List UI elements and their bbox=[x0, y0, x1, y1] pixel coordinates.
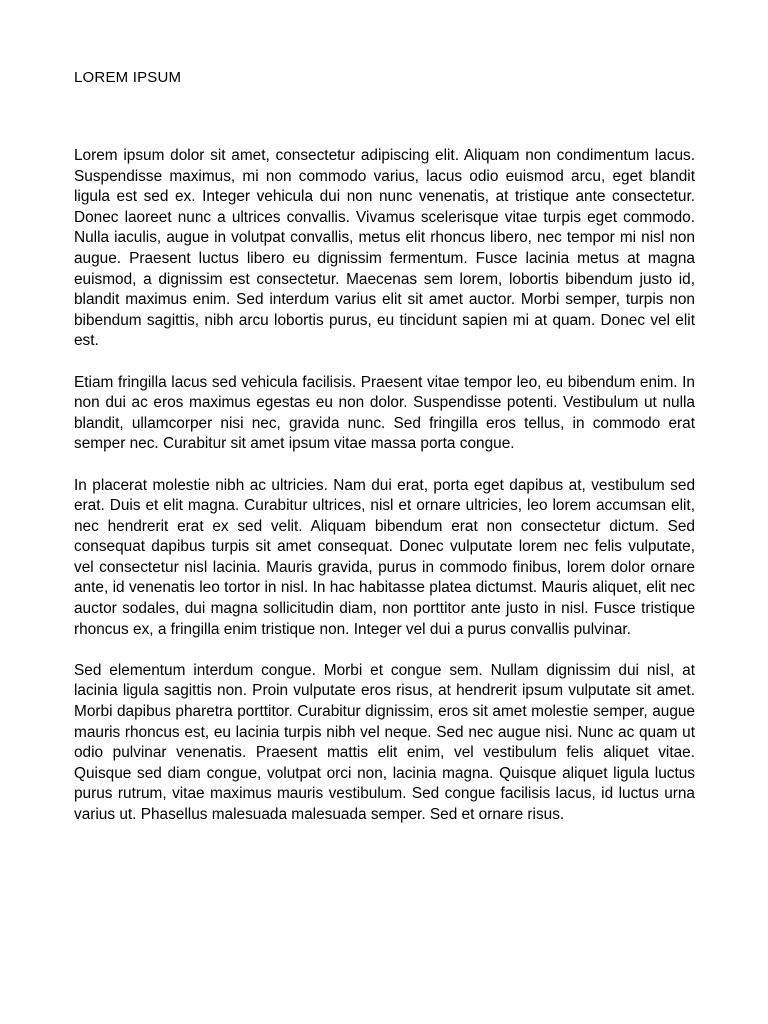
paragraph-4: Sed elementum interdum congue. Morbi et congue sem. Nullam dignissim dui nisl, at lacinia ligula sagittis non. Proin vulputate eros risus, at hendrerit ipsum vulputate sit amet. Morbi dapibus pharetra porttitor. Curabitur dignissim, eros sit amet molestie semper, augue mauris rhoncus est, eu lacinia turpis nibh vel neque. Sed nec augue nisi. Nunc ac quam ut odio pulvinar venenatis. Praesent mattis elit enim, vel vestibulum felis aliquet vitae. Quisque sed diam congue, volutpat orci non, lacinia magna. Quisque aliquet ligula luctus purus rutrum, vitae maximus mauris vestibulum. Sed congue facilisis lacus, id luctus urna varius ut. Phasellus malesuada malesuada semper. Sed et ornare risus. bbox=[74, 661, 695, 823]
paragraph-2: Etiam fringilla lacus sed vehicula facilisis. Praesent vitae tempor leo, eu bibendum enim. In non dui ac eros maximus egestas eu non dolor. Suspendisse potenti. Vestibulum ut nulla blandit, ullamcorper nisi nec, gravida nunc. Sed fringilla eros tellus, in commodo erat semper nec. Curabitur sit amet ipsum vitae massa porta congue. bbox=[74, 373, 695, 453]
document-body bbox=[74, 146, 695, 846]
paragraph-3: In placerat molestie nibh ac ultricies. Nam dui erat, porta eget dapibus at, vestibulum sed erat. Duis et elit magna. Curabitur ultrices, nisl et ornare ultricies, leo lorem accumsan elit, nec hendrerit erat ex sed velit. Aliquam bibendum erat non consectetur dictum. Sed consequat dapibus turpis sit amet consequat. Donec vulputate lorem nec felis vulputate, vel consectetur nisl lacinia. Mauris gravida, purus in commodo finibus, lorem dolor ornare ante, id venenatis leo tortor in nisl. In hac habitasse platea dictumst. Mauris aliquet, elit nec auctor sodales, dui magna sollicitudin diam, non porttitor ante justo in nisl. Fusce tristique rhoncus ex, a fringilla enim tristique non. Integer vel dui a purus convallis pulvinar. bbox=[74, 476, 695, 638]
document-title: LOREM IPSUM bbox=[74, 69, 182, 86]
paragraph-1: Lorem ipsum dolor sit amet, consectetur adipiscing elit. Aliquam non condimentum lacus. Suspendisse maximus, mi non commodo varius, lacus odio euismod arcu, eget blandit ligula est sed ex. Integer vehicula dui non nunc venenatis, at tristique ante consectetur. Donec laoreet nunc a ultrices convallis. Vivamus scelerisque vitae turpis eget commodo. Nulla iaculis, augue in volutpat convallis, metus elit rhoncus libero, nec tempor mi nisl non augue. Praesent luctus libero eu dignissim fermentum. Fusce lacinia metus at magna euismod, a dignissim est consectetur. Maecenas sem lorem, lobortis bibendum justo id, blandit maximus enim. Sed interdum varius elit sit amet auctor. Morbi semper, turpis non bibendum sagittis, nibh arcu lobortis purus, eu tincidunt sapien mi at quam. Donec vel elit est. bbox=[74, 147, 695, 350]
